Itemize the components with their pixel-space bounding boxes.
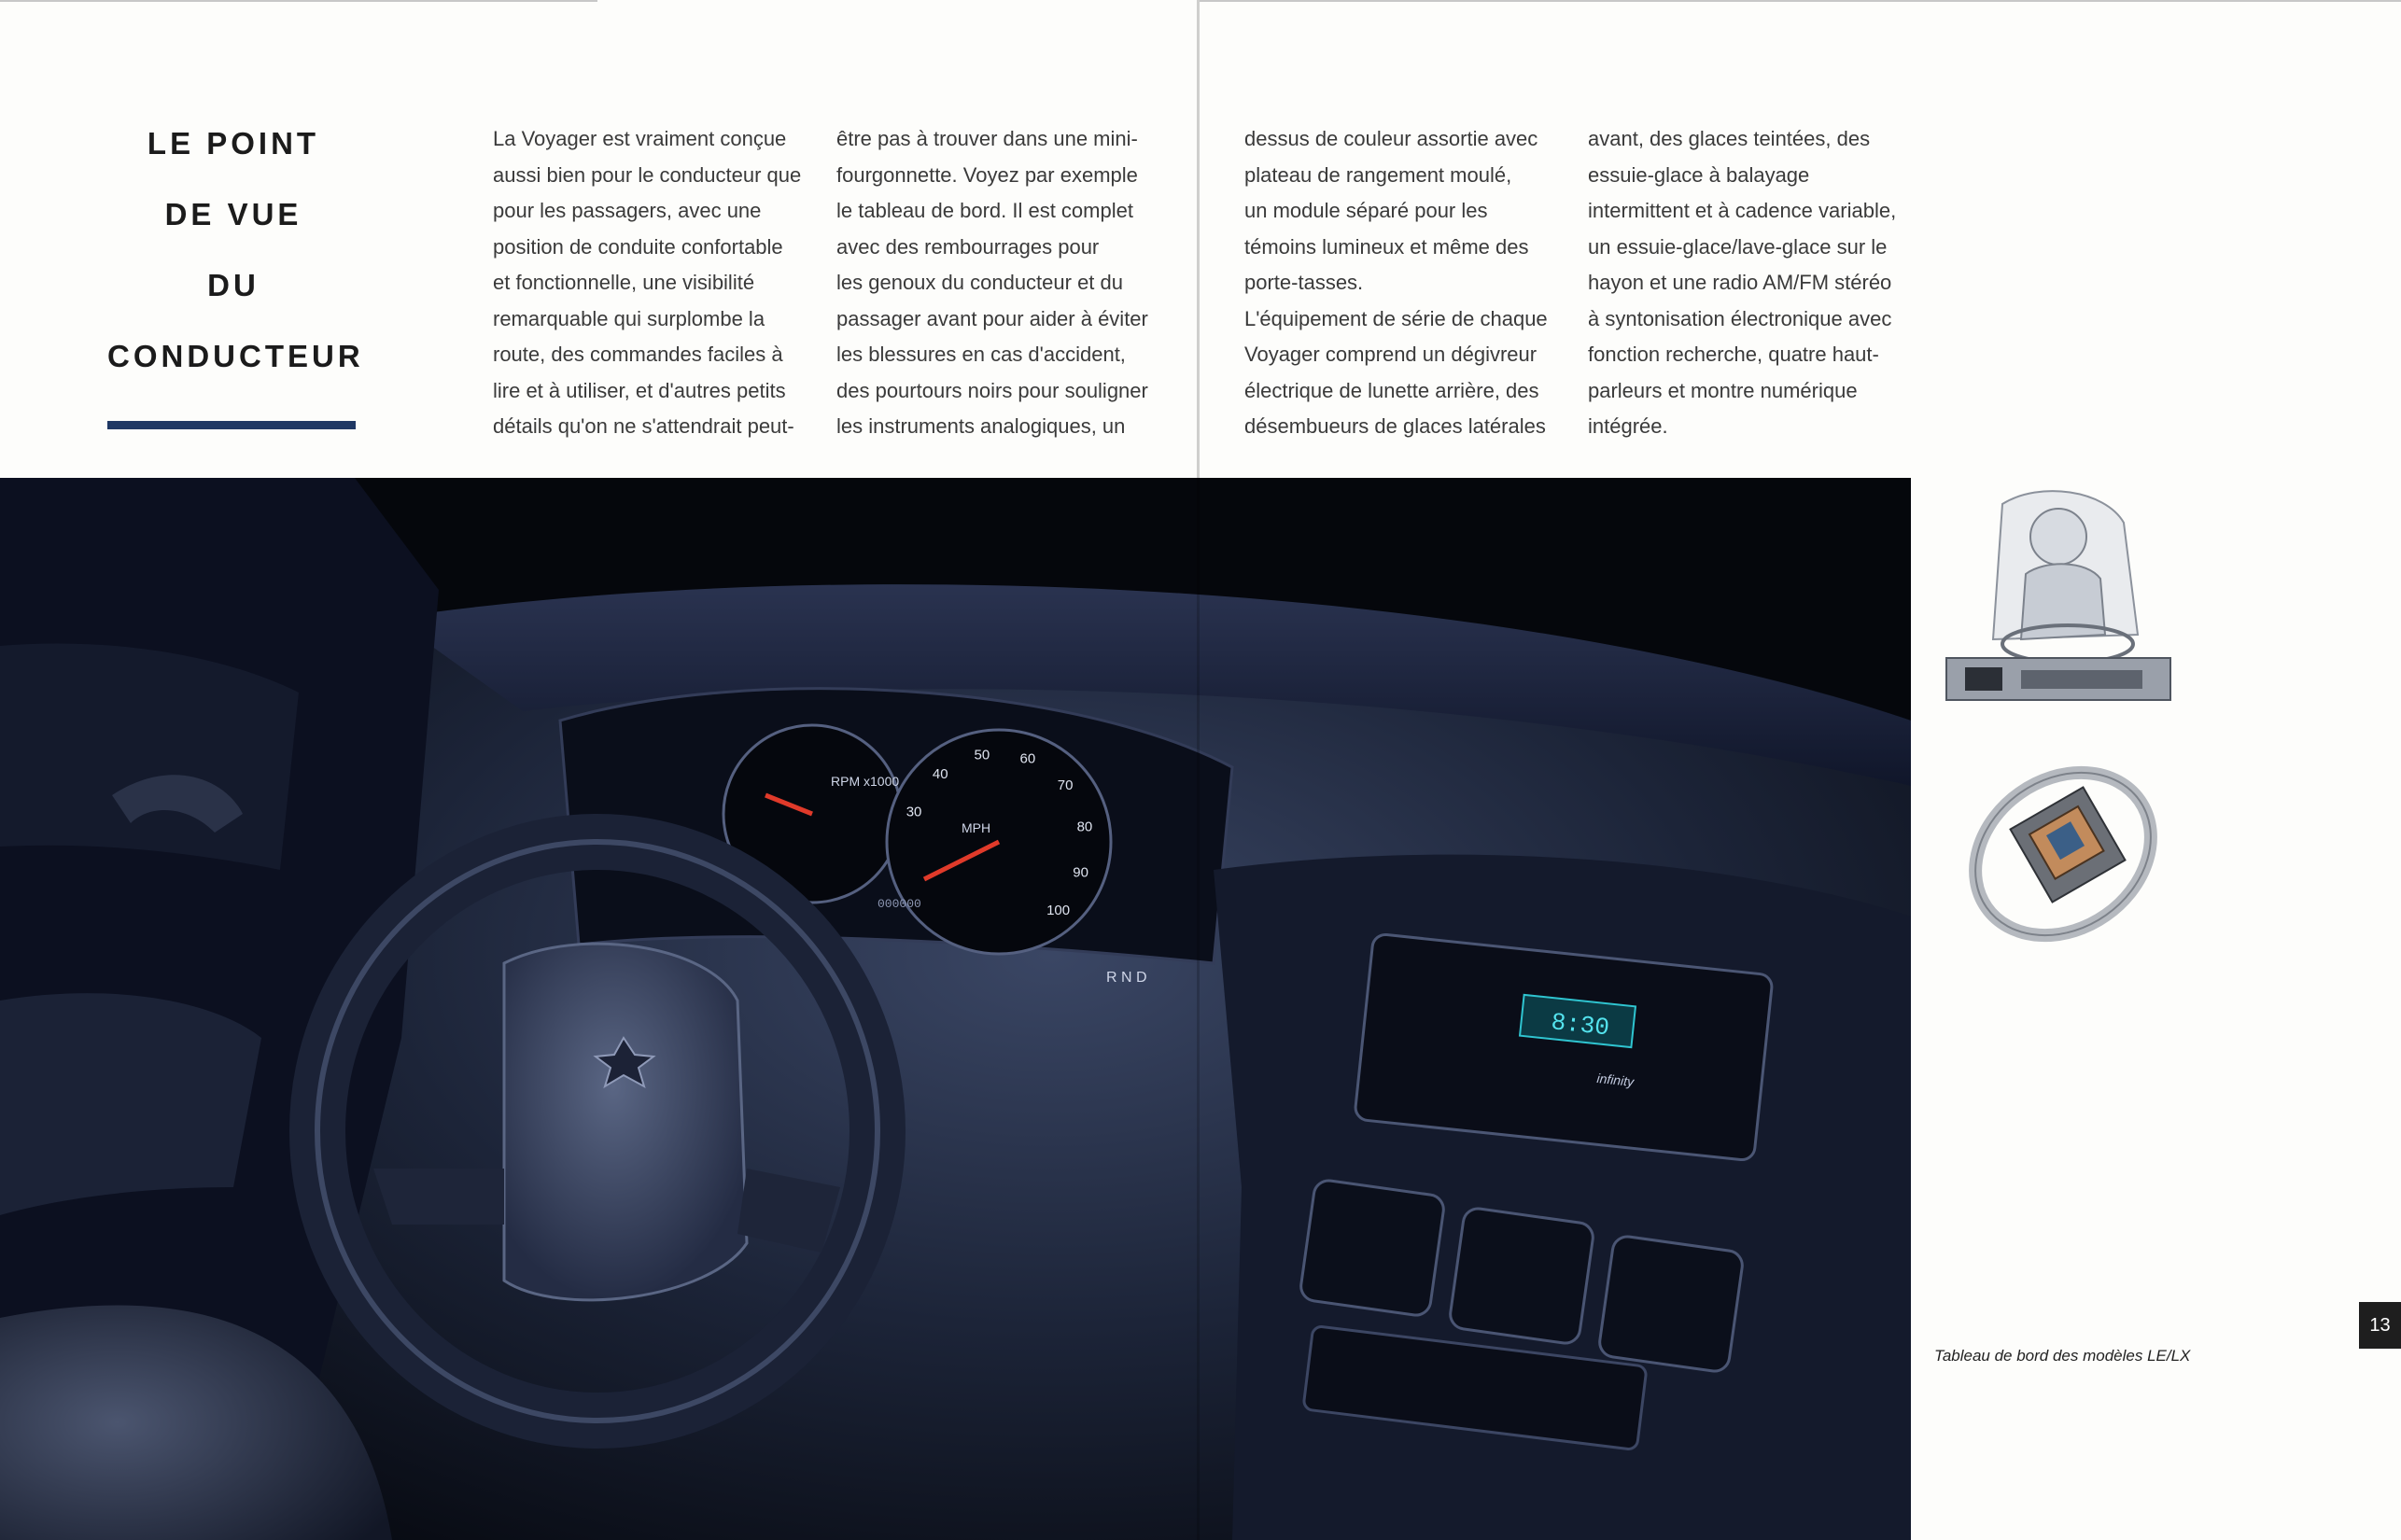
- text-line: avant, des glaces teintées, des: [1588, 127, 1871, 150]
- heading-line-2: DE VUE: [164, 197, 302, 231]
- dashboard-illustration: [0, 478, 1911, 1540]
- text-line: L'équipement de série de chaque: [1244, 306, 1548, 330]
- page-number: 13: [2359, 1302, 2401, 1349]
- speed-tick-label: 90: [1073, 864, 1088, 881]
- text-line: plateau de rangement moulé,: [1244, 162, 1512, 187]
- page-gutter: [1197, 0, 1200, 1540]
- speed-tick-label: 50: [974, 747, 990, 763]
- heading-line-4: CONDUCTEUR: [107, 339, 364, 373]
- text-line: Voyager comprend un dégivreur: [1244, 343, 1537, 366]
- text-line: passager avant pour aider à éviter: [836, 306, 1148, 330]
- text-line: les genoux du conducteur et du: [836, 271, 1124, 294]
- radio-clock-display: 8:30: [1550, 1008, 1611, 1043]
- text-line: les blessures en cas d'accident,: [836, 343, 1126, 366]
- body-column-2: [836, 121, 1149, 445]
- text-line: essuie-glace à balayage: [1588, 162, 1810, 187]
- text-line: intermittent et à cadence variable,: [1588, 199, 1897, 222]
- body-column-3: [1244, 121, 1557, 445]
- text-line: aussi bien pour le conducteur que: [493, 162, 802, 187]
- section-heading: [107, 121, 364, 405]
- airbag-module-illustration: [1951, 747, 2184, 957]
- radio-brand-label: infinity: [1595, 1070, 1635, 1090]
- top-edge-line-right: [1200, 0, 2401, 2]
- text-line: électrique de lunette arrière, des: [1244, 378, 1539, 402]
- body-column-4: [1588, 121, 1901, 445]
- text-line: un module séparé pour les: [1244, 199, 1488, 222]
- text-line: des pourtours noirs pour souligner: [836, 378, 1148, 402]
- body-column-1: [493, 121, 806, 445]
- heading-line-1: LE POINT: [147, 126, 320, 161]
- odometer-readout: 000000: [878, 897, 921, 911]
- text-line: un essuie-glace/lave-glace sur le: [1588, 234, 1888, 259]
- speed-tick-label: 40: [932, 766, 948, 783]
- dashboard-photo: [0, 478, 1911, 1540]
- text-line: fourgonnette. Voyez par exemple: [836, 162, 1138, 187]
- text-line: remarquable qui surplombe la: [493, 306, 765, 330]
- airbag-driver-illustration: [1937, 485, 2180, 714]
- speed-tick-label: 80: [1076, 819, 1093, 835]
- speedometer-label: MPH: [962, 820, 991, 835]
- gear-indicator: R N D: [1106, 970, 1147, 986]
- speed-tick-label: 60: [1019, 750, 1036, 767]
- text-line: parleurs et montre numérique: [1588, 378, 1858, 402]
- speed-tick-label: 100: [1046, 902, 1071, 918]
- tach-label: RPM x1000: [831, 774, 900, 789]
- text-line: dessus de couleur assortie avec: [1244, 127, 1538, 150]
- text-line: hayon et une radio AM/FM stéréo: [1588, 271, 1892, 294]
- heading-line-3: DU: [207, 268, 260, 302]
- text-line: les instruments analogiques, un: [836, 414, 1126, 438]
- text-line: détails qu'on ne s'attendrait peut-: [493, 414, 794, 438]
- text-line: être pas à trouver dans une mini-: [836, 127, 1138, 150]
- text-line: La Voyager est vraiment conçue: [493, 127, 787, 150]
- text-line: et fonctionnelle, une visibilité: [493, 271, 755, 294]
- text-line: lire et à utiliser, et d'autres petits: [493, 378, 786, 402]
- text-line: à syntonisation électronique avec: [1588, 306, 1892, 330]
- text-line: témoins lumineux et même des: [1244, 234, 1529, 259]
- heading-underline: [107, 421, 356, 429]
- text-line: position de conduite confortable: [493, 234, 783, 259]
- text-line: intégrée.: [1588, 414, 1668, 438]
- text-line: porte-tasses.: [1244, 271, 1364, 294]
- text-line: avec des rembourrages pour: [836, 234, 1100, 259]
- text-line: le tableau de bord. Il est complet: [836, 199, 1133, 222]
- text-line: pour les passagers, avec une: [493, 199, 762, 222]
- figure-caption: Tableau de bord des modèles LE/LX: [1934, 1347, 2191, 1365]
- text-line: route, des commandes faciles à: [493, 343, 783, 366]
- text-line: désembueurs de glaces latérales: [1244, 414, 1546, 438]
- top-edge-line-left: [0, 0, 597, 2]
- speed-tick-label: 30: [906, 804, 922, 820]
- speed-tick-label: 70: [1057, 777, 1074, 793]
- text-line: fonction recherche, quatre haut-: [1588, 343, 1879, 366]
